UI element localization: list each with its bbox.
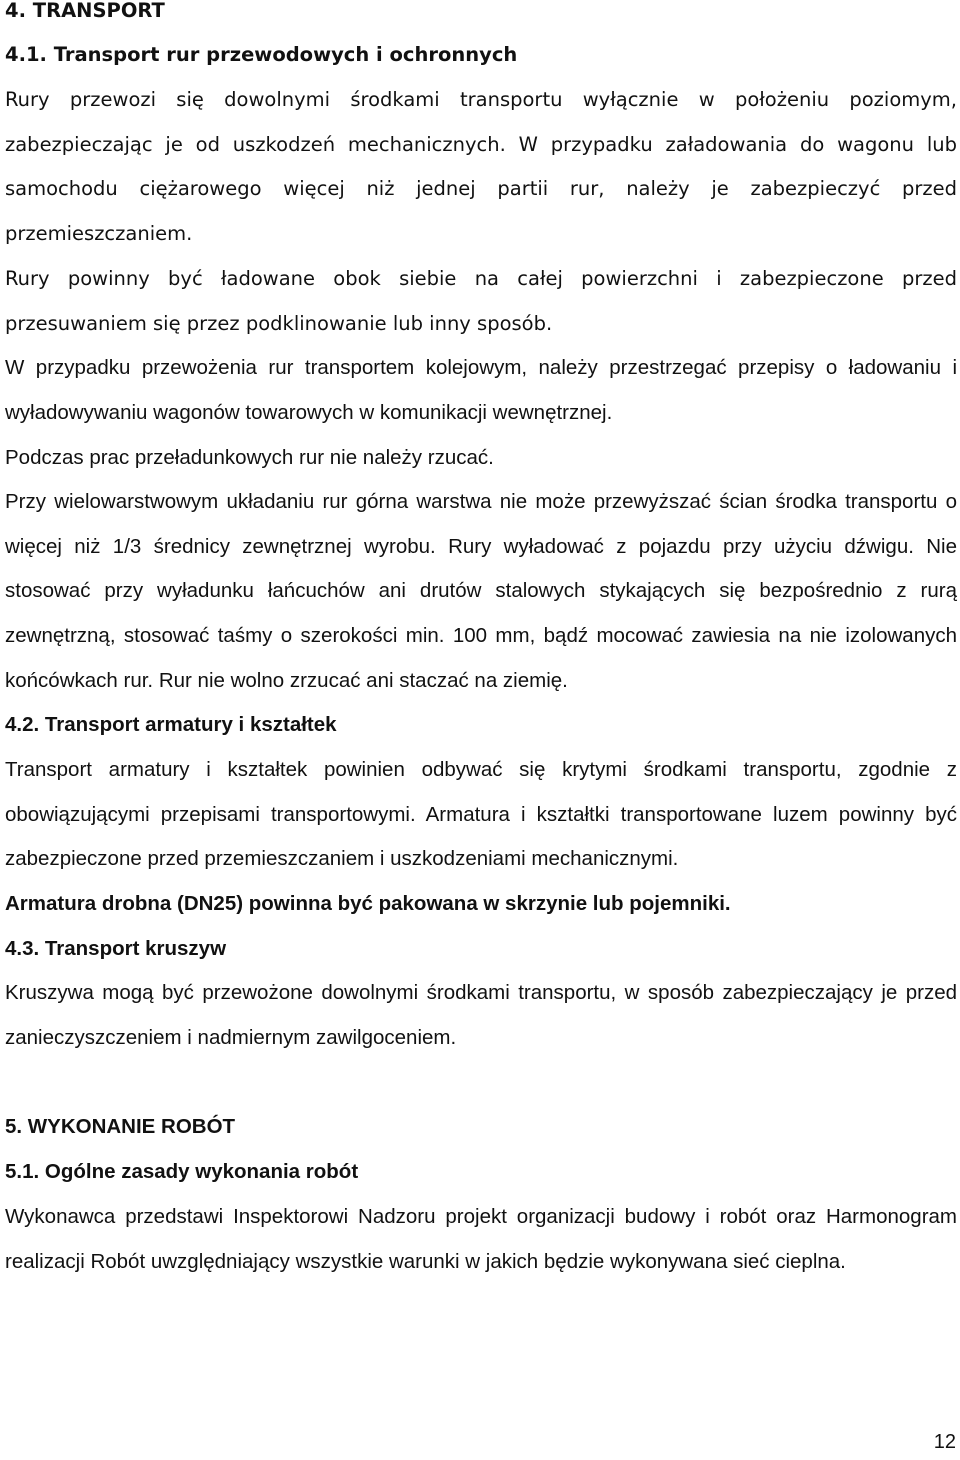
paragraph-4-1-3: W przypadku przewożenia rur transportem kolejowym, należy przestrzegać przepisy o ładowaniu i wyładowywaniu wagonów towarowych w komunikacji wewnętrznej. (5, 356, 957, 424)
paragraph-4-1-5: Przy wielowarstwowym układaniu rur górna warstwa nie może przewyższać ścian środka transportu o więcej niż 1/3 średnicy zewnętrznej wyrobu. Rury wyładować z pojazdu przy użyciu dźwigu. Nie stosować przy wyładunku łańcuchów ani drutów stalowych stykających się bezpośrednio z rurą zewnętrzną, stosować taśmy o szerokości min. 100 mm, bądź mocować zawiesia na nie izolowanych końcówkach rur. Rur nie wolno zrzucać ani staczać na ziemię. (5, 490, 957, 692)
section-4-3-heading: 4.3. Transport kruszyw (5, 937, 227, 960)
section-4-1-heading: 4.1. Transport rur przewodowych i ochronnych (5, 43, 518, 66)
paragraph-4-1-4: Podczas prac przeładunkowych rur nie należy rzucać. (5, 446, 494, 469)
section-5-1-heading: 5.1. Ogólne zasady wykonania robót (5, 1160, 359, 1183)
paragraph-4-2-1: Transport armatury i kształtek powinien odbywać się krytymi środkami transportu, zgodnie z obowiązującymi przepisami transportowymi. Armatura i kształtki transportowane luzem powinny być zabezpieczone przed przemieszczaniem i uszkodzeniami mechanicznymi. (5, 758, 957, 871)
page-number: 12 (933, 1431, 956, 1453)
paragraph-4-3-1: Kruszywa mogą być przewożone dowolnymi środkami transportu, w sposób zabezpieczający je przed zanieczyszczeniem i nadmiernym zawilgoceniem. (5, 981, 957, 1049)
section-4-2-heading: 4.2. Transport armatury i kształtek (5, 713, 337, 736)
paragraph-5-1-1: Wykonawca przedstawi Inspektorowi Nadzoru projekt organizacji budowy i robót oraz Harmonogram realizacji Robót uwzględniający wszystkie warunki w jakich będzie wykonywana sieć cieplna. (5, 1205, 957, 1273)
paragraph-4-2-2: Armatura drobna (DN25) powinna być pakowana w skrzynie lub pojemniki. (5, 892, 731, 915)
paragraph-4-1-1: Rury przewozi się dowolnymi środkami transportu wyłącznie w położeniu poziomym, zabezpieczając je od uszkodzeń mechanicznych. W przypadku załadowania do wagonu lub samochodu ciężarowego więcej niż jednej partii rur, należy je zabezpieczyć przed przemieszczaniem. (5, 88, 957, 246)
section-5-heading: 5. WYKONANIE ROBÓT (5, 1115, 236, 1138)
section-4-heading: 4. TRANSPORT (5, 0, 165, 22)
paragraph-4-1-2: Rury powinny być ładowane obok siebie na całej powierzchni i zabezpieczone przed przesuwaniem się przez podklinowanie lub inny sposób. (5, 267, 957, 335)
